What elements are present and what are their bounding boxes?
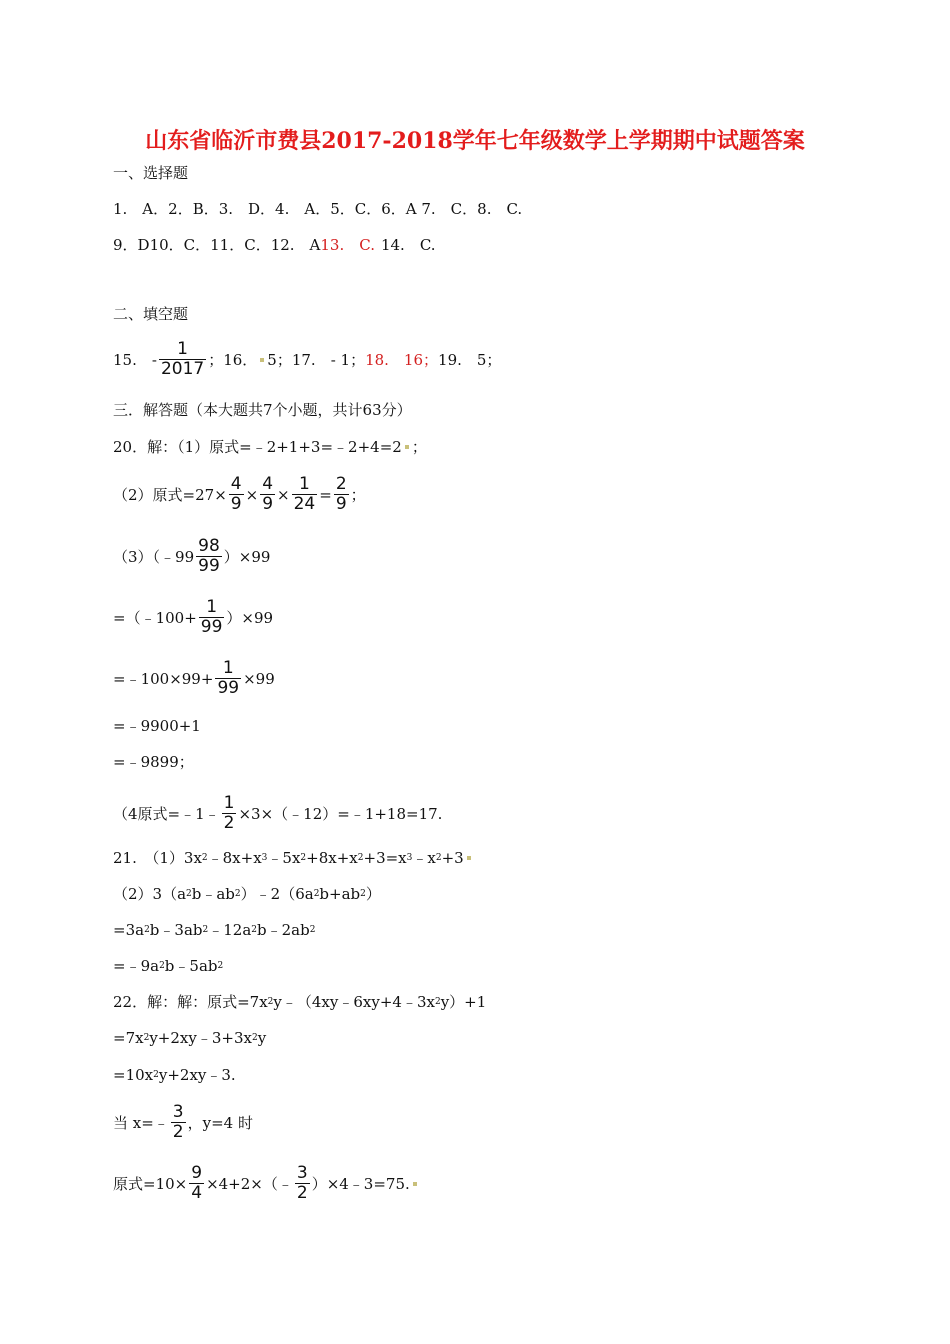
q20-2-frac-2 xyxy=(260,475,275,514)
s1-answers-row-1: 1. A．2．B．3. D．4. A．5．C．6．A 7. C．8. C. xyxy=(113,200,523,218)
text: y）+1 xyxy=(440,993,487,1011)
text: y+2xy﹣3+3x xyxy=(149,1029,252,1047)
q20-4-frac xyxy=(222,794,237,833)
q19-answer: 19. 5； xyxy=(438,350,502,369)
step-b-prefix: =﹣100×99+ xyxy=(113,669,214,688)
q21-line-4: =﹣9a 2 b﹣5ab 2 xyxy=(113,957,224,975)
text: =3a xyxy=(113,921,145,939)
q22-x-frac xyxy=(171,1103,186,1142)
q20-3-prefix: （3）（﹣99 xyxy=(113,547,195,566)
text: ）﹣2（6a xyxy=(240,885,314,903)
frac-den: 24 xyxy=(293,494,316,514)
marker-dot xyxy=(405,445,409,449)
step-a-prefix: =（﹣100+ xyxy=(113,608,197,627)
q20-1-end: ； xyxy=(411,438,427,456)
q20-3-step-d: =﹣9899； xyxy=(113,753,194,771)
q15-fraction xyxy=(159,340,206,379)
q20-2 xyxy=(113,475,366,514)
s1-row2-c: 14. C. xyxy=(380,236,436,254)
text: 原式=10× xyxy=(113,1174,188,1193)
frac-den: 9 xyxy=(230,494,242,514)
text: ﹣5x xyxy=(267,849,301,867)
text: =﹣9a xyxy=(113,957,160,975)
q20-4 xyxy=(113,794,442,833)
section-3-heading: 三．解答题（本大题共7个小题，共计63分） xyxy=(113,401,412,419)
q20-2-frac-1 xyxy=(229,475,244,514)
q20-4-prefix: （4原式=﹣1﹣ xyxy=(113,804,220,823)
equals-sign: = xyxy=(319,485,332,504)
text: =7x xyxy=(113,1029,144,1047)
text: y﹣（4xy﹣6xy+4﹣3x xyxy=(273,993,435,1011)
frac-den: 99 xyxy=(198,556,220,576)
marker-dot xyxy=(467,856,471,860)
q15-num: 1 xyxy=(177,339,188,359)
q20-3-frac xyxy=(196,537,222,576)
marker-dot xyxy=(413,1182,417,1186)
step-b-frac xyxy=(215,659,241,698)
frac-num: 98 xyxy=(198,536,220,556)
frac-num: 1 xyxy=(206,597,218,617)
q20-4-suffix: ×3×（﹣12）=﹣1+18=17. xyxy=(238,804,443,823)
s1-row2-b: 13. C. xyxy=(320,236,375,254)
text: +3 xyxy=(441,849,464,867)
step-a-frac xyxy=(199,598,225,637)
q15-prefix: 15. - xyxy=(113,350,157,369)
frac-num: 1 xyxy=(222,658,234,678)
frac-num: 4 xyxy=(262,474,274,494)
frac-den: 99 xyxy=(217,678,240,698)
q21-line-3: =3a 2 b﹣3ab 2 ﹣12a 2 b﹣2ab 2 xyxy=(113,921,316,939)
text: b﹣5ab xyxy=(164,957,218,975)
frac-num: 1 xyxy=(299,474,310,494)
step-b-suffix: ×99 xyxy=(243,669,275,688)
frac-den: 2 xyxy=(223,813,235,833)
q21-line-2: （2）3（a 2 b﹣ab 2 ）﹣2（6a 2 b+ab 2 ） xyxy=(113,885,381,903)
frac-num: 3 xyxy=(296,1163,308,1183)
frac-den: 2 xyxy=(172,1122,184,1142)
text: ﹣8x+x xyxy=(207,849,262,867)
q20-2-prefix: （2）原式=27× xyxy=(113,485,227,504)
s1-row2-a: 9．D10．C．11．C．12. A xyxy=(113,236,321,254)
text: （2）3（a xyxy=(113,885,187,903)
frac-num: 2 xyxy=(335,474,347,494)
text: ）×4﹣3 xyxy=(311,1174,374,1193)
text: ﹣x xyxy=(412,849,436,867)
text: +3=x xyxy=(363,849,407,867)
s2-answers-row xyxy=(113,340,501,379)
q22-frac-3 xyxy=(295,1164,310,1203)
frac-den: 9 xyxy=(262,494,274,514)
q20-3-step-b xyxy=(113,659,275,698)
q18-answer: 18. 16； xyxy=(365,350,439,369)
frac-den: 2 xyxy=(296,1183,308,1203)
q20-3-step-c: =﹣9900+1 xyxy=(113,717,201,735)
text: ） xyxy=(365,885,381,903)
frac-num: 4 xyxy=(230,474,242,494)
frac-num: 9 xyxy=(191,1163,203,1183)
frac-den: 4 xyxy=(191,1183,203,1203)
frac-den: 99 xyxy=(200,617,223,637)
q15-mid: ；16． xyxy=(208,350,258,369)
q21-line-1: 21. （1）3x 2 ﹣8x+x 3 ﹣5x 2 +8x+x 2 +3=x 3 ﹣x 2 +3 xyxy=(113,848,474,868)
frac-num: 3 xyxy=(172,1102,184,1122)
q22-frac-2 xyxy=(189,1164,204,1203)
text: +8x+x xyxy=(306,849,358,867)
text: ，y=4 时 xyxy=(187,1113,253,1132)
q22-line-2: =7x 2 y+2xy﹣3+3x 2 y xyxy=(113,1029,267,1047)
q22-line-4 xyxy=(113,1103,253,1142)
q20-3 xyxy=(113,537,270,576)
times-sign: × xyxy=(245,485,259,504)
q22-line-1: 22．解：解：原式=7x 2 y﹣（4xy﹣6xy+4﹣3x 2 y）+1 xyxy=(113,993,487,1011)
q15-den: 2017 xyxy=(160,359,205,379)
times-sign: × xyxy=(277,485,290,504)
step-a-suffix: ）×99 xyxy=(226,608,274,627)
text: =75. xyxy=(373,1174,410,1193)
text: b+ab xyxy=(319,885,361,903)
text: b﹣3ab xyxy=(149,921,203,939)
q20-2-frac-3 xyxy=(292,475,318,514)
q22-line-5 xyxy=(113,1164,420,1203)
q20-3-suffix: ）×99 xyxy=(223,547,271,566)
text: 22．解：解：原式=7x xyxy=(113,993,268,1011)
text: b﹣ab xyxy=(191,885,235,903)
q20-3-step-a xyxy=(113,598,273,637)
q20-1 xyxy=(113,437,427,457)
text: y+2xy﹣3. xyxy=(158,1066,236,1084)
text: y xyxy=(257,1029,267,1047)
semicolon: ； xyxy=(350,485,366,504)
text: 当 x=﹣ xyxy=(113,1113,169,1132)
frac-num: 1 xyxy=(223,793,235,813)
section-2-heading: 二、填空题 xyxy=(113,305,189,323)
section-1-heading: 一、选择题 xyxy=(113,164,189,182)
frac-den: 9 xyxy=(335,494,347,514)
q20-2-frac-4 xyxy=(334,475,349,514)
q16-rest: 5；17. - 1； xyxy=(267,350,366,369)
q20-1-text: 20．解：（1）原式=﹣2+1+3=﹣2+4=2 xyxy=(113,438,402,456)
text: =10x xyxy=(113,1066,154,1084)
text: 21. （1）3x xyxy=(113,849,202,867)
text: ﹣12a xyxy=(208,921,252,939)
q22-line-3: =10x 2 y+2xy﹣3. xyxy=(113,1066,236,1084)
marker-dot xyxy=(260,358,264,362)
s1-answers-row-2 xyxy=(113,235,436,255)
page-title: 山东省临沂市费县2017-2018学年七年级数学上学期期中试题答案 xyxy=(145,128,805,154)
text: ×4+2×（﹣ xyxy=(206,1174,293,1193)
text: b﹣2ab xyxy=(257,921,310,939)
